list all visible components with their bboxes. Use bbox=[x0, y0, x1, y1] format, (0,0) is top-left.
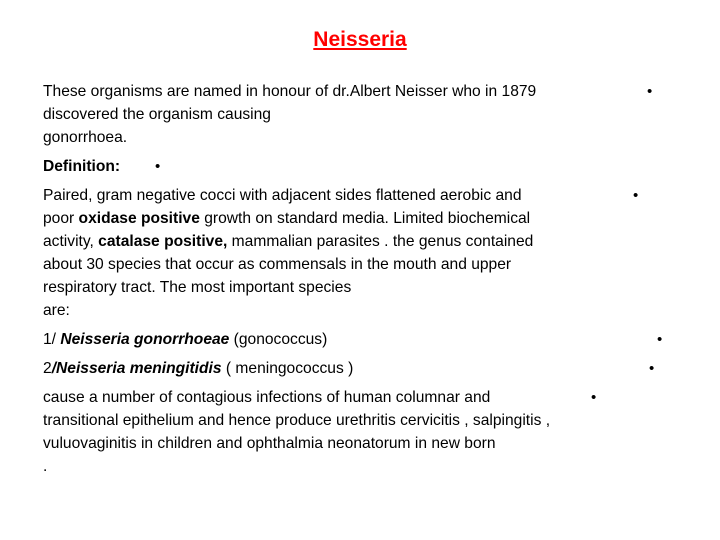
intro-line-3: gonorrhoea. bbox=[43, 129, 128, 146]
description-line-2: poor oxidase positive growth on standard media. Limited biochemical bbox=[43, 210, 531, 227]
definition-heading: Definition: bbox=[43, 158, 121, 175]
infections-line-1: cause a number of contagious infections of human columnar and bbox=[43, 389, 491, 406]
species-name-meningitidis: /Neisseria meningitidis bbox=[51, 360, 222, 377]
infections-line-3: vuluovaginitis in children and ophthalmia neonatorum in new born bbox=[43, 435, 496, 452]
infections-line-2: transitional epithelium and hence produce urethritis cervicitis , salpingitis , bbox=[43, 412, 551, 429]
paragraph-infections bbox=[43, 386, 673, 478]
slide-title: Neisseria bbox=[313, 28, 407, 51]
description-line-5: respiratory tract. The most important species bbox=[43, 279, 352, 296]
species-item-2: 2/Neisseria meningitidis ( meningococcus ) • bbox=[43, 357, 673, 380]
paragraph-description bbox=[43, 184, 673, 322]
paragraph-intro bbox=[43, 80, 673, 149]
bullet-icon: • bbox=[647, 83, 653, 100]
bullet-icon: • bbox=[155, 158, 161, 175]
species-name-gonorrhoeae: Neisseria gonorrhoeae bbox=[60, 331, 230, 348]
bullet-icon: • bbox=[649, 360, 655, 377]
slide-body bbox=[43, 80, 673, 484]
paragraph-definition bbox=[43, 155, 673, 178]
description-line-6: are: bbox=[43, 302, 70, 319]
description-line-3: activity, catalase positive, mammalian parasites . the genus contained bbox=[43, 233, 534, 250]
description-line-1: Paired, gram negative cocci with adjacent sides flattened aerobic and bbox=[43, 187, 522, 204]
bullet-icon: • bbox=[633, 187, 639, 204]
intro-line-2: discovered the organism causing bbox=[43, 106, 271, 123]
bullet-icon: • bbox=[657, 331, 663, 348]
species-item-1: 1/ Neisseria gonorrhoeae (gonococcus) • bbox=[43, 328, 673, 351]
description-line-4: about 30 species that occur as commensals in the mouth and upper bbox=[43, 256, 512, 273]
intro-line-1: These organisms are named in honour of dr.Albert Neisser who in 1879 bbox=[43, 83, 537, 100]
bullet-icon: • bbox=[591, 389, 597, 406]
infections-line-4: . bbox=[43, 458, 48, 475]
